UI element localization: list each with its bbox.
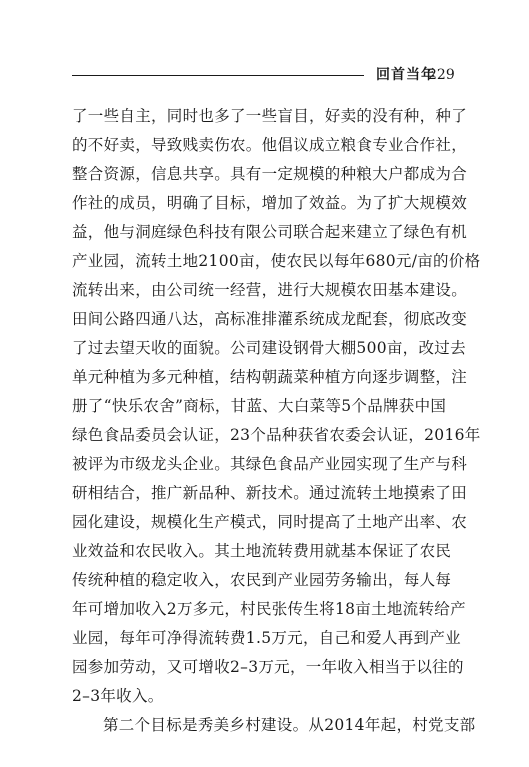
text-line: 流转出来，由公司统一经营，进行大规模农田基本建设。 [72,281,468,299]
paragraph-2 [72,711,476,740]
text-line: 整合资源，信息共享。具有一定规模的种粮大户都成为合 [72,165,468,183]
text-line: 2–3年收入。 [72,687,164,705]
text-line: 的不好卖，导致贱卖伤农。他倡议成立粮食专业合作社， [72,136,468,154]
text-line: 业效益和农民收入。其土地流转费用就基本保证了农民 [72,542,452,560]
text-line: 作社的成员，明确了目标，增加了效益。为了扩大规模效 [72,194,468,212]
page-number: 229 [428,67,455,83]
text-line: 园化建设，规模化生产模式，同时提高了土地产出率、农 [72,513,468,531]
text-line: 田间公路四通八达，高标准排灌系统成龙配套，彻底改变 [72,310,468,328]
text-line: 了一些自主，同时也多了一些盲目，好卖的没有种，种了 [72,107,468,125]
text-line: 册了“快乐农舍”商标，甘蓝、大白菜等5个品牌获中国 [72,397,447,415]
text-line: 产业园，流转土地2100亩，使农民以每年680元/亩的价格 [72,252,481,270]
text-line: 了过去望天收的面貌。公司建设钢骨大棚500亩，改过去 [72,339,466,357]
text-line: 益，他与洞庭绿色科技有限公司联合起来建立了绿色有机 [72,223,468,241]
text-line: 第二个目标是秀美乡村建设。从2014年起，村党支部 [103,716,476,734]
text-line: 园参加劳动，又可增收2–3万元，一年收入相当于以往的 [72,658,464,676]
running-header [72,64,458,86]
text-line: 单元种植为多元种植，结构朝蔬菜种植方向逐步调整，注 [72,368,468,386]
running-header-title: 回首当年 [376,67,436,83]
text-line: 绿色食品委员会认证，23个品种获省农委会认证，2016年 [72,426,481,444]
header-rule [72,75,364,76]
body-text [72,102,481,740]
text-line: 传统种植的稳定收入，农民到产业园劳务输出，每人每 [72,571,452,589]
text-line: 业园，每年可净得流转费1.5万元，自己和爱人再到产业 [72,629,461,647]
paragraph-1 [72,102,481,711]
text-line: 年可增加收入2万多元，村民张传生将18亩土地流转给产 [72,600,466,618]
text-line: 研相结合，推广新品种、新技术。通过流转土地摸索了田 [72,484,468,502]
text-line: 被评为市级龙头企业。其绿色食品产业园实现了生产与科 [72,455,468,473]
